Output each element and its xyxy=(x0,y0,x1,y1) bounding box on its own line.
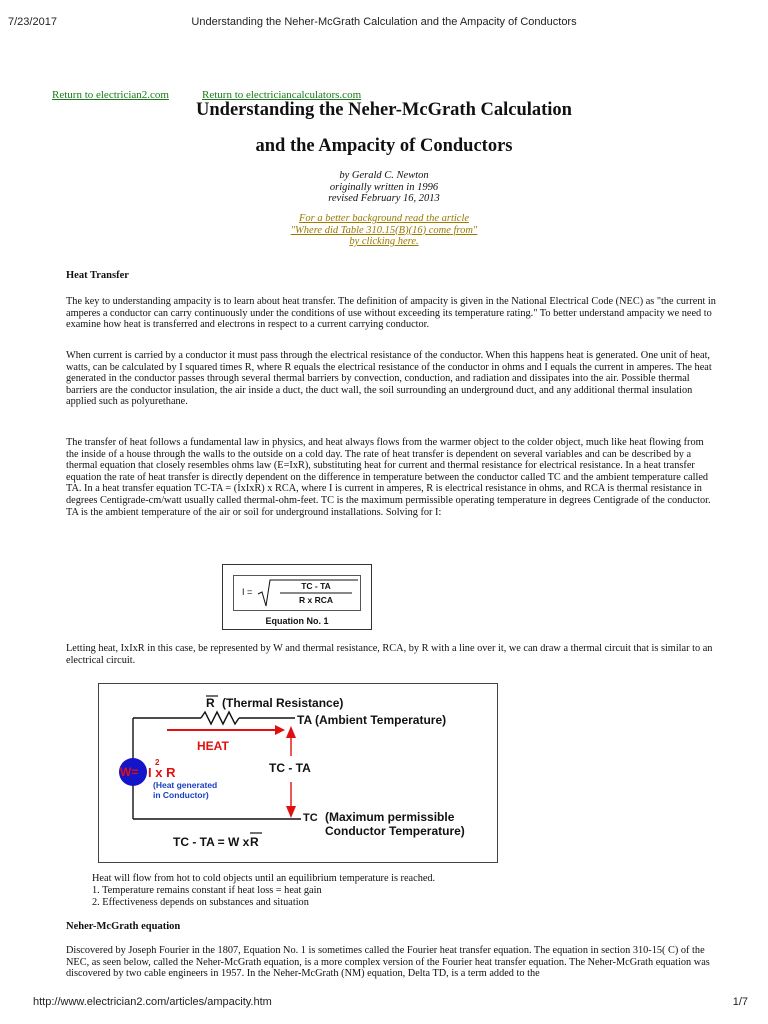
i2r-label: I x R xyxy=(148,765,176,780)
background-link-line1[interactable]: For a better background read the article xyxy=(298,213,470,224)
r-label: R xyxy=(206,696,215,710)
print-url: http://www.electrician2.com/articles/ampacity.htm xyxy=(33,996,272,1008)
equation-formula xyxy=(233,575,361,611)
byline-author: by Gerald C. Newton xyxy=(339,170,429,181)
byline-written: originally written in 1996 xyxy=(329,181,439,193)
background-link-line3[interactable]: by clicking here. xyxy=(349,236,419,247)
equation-denominator: R x RCA xyxy=(298,595,333,605)
i2r-exponent: 2 xyxy=(155,758,160,767)
up-arrow-head xyxy=(286,726,296,738)
heat-arrow-head xyxy=(275,725,285,735)
paragraph-3: The transfer of heat follows a fundamental law in physics, and heat always flows from the warmer object to the colder object, much like heat flowing from the inside of a house through the walls to the outside on a cold day. The rate of heat transfer is dependent on several variables and can be described by a thermal equation that closely resembles ohms law (E=IxR), substituting heat for current and thermal resistance for electrical resistance. In a heat transfer equation the rate of heat transfer is directly dependent on the difference in temperature between the conductor called TC and the ambient temperature called TA. In a heat transfer equation TC-TA = (IxIxR) x RCA, where I is current in amperes, R is electrical resistance in ohms, and RCA is thermal resistance in degrees Centigrade-cm/watt usually called thermal-ohm-feet. TC is the maximum permissible operating temperature in degrees Centigrade of the conductor. TA is the ambient temperature of the air or soil for underground installations. Solving for I: xyxy=(66,437,711,518)
w-label: W= xyxy=(120,765,139,779)
max-temp-line1: (Maximum permissible xyxy=(325,810,455,824)
tc-ta-label: TC - TA xyxy=(269,761,311,775)
equation-lhs: I = xyxy=(242,587,253,597)
down-arrow-head xyxy=(286,806,296,818)
paragraph-4: Letting heat, IxIxR in this case, be represented by W and thermal resistance, RCA, by R with a line over it, we can draw a thermal circuit that is similar to an electrical circuit. xyxy=(66,643,713,666)
equation-label: Equation No. 1 xyxy=(265,616,329,626)
heat-generated-line1: (Heat generated xyxy=(153,780,218,790)
neher-mcgrath-heading: Neher-McGrath equation xyxy=(66,921,181,932)
background-link-line2[interactable]: "Where did Table 310.15(B)(16) come from" xyxy=(290,224,478,236)
heat-label: HEAT xyxy=(197,739,229,753)
formula-label: TC - TA = W x xyxy=(173,835,250,849)
paragraph-5: Heat will flow from hot to cold objects until an equilibrium temperature is reached. xyxy=(92,873,436,884)
thermal-circuit-diagram xyxy=(98,683,498,863)
ta-label: TA xyxy=(297,713,313,727)
paragraph-2: When current is carried by a conductor it must pass through the electrical resistance of the conductor. When this happens heat is generated. One unit of heat, watts, can be calculated by I squared times R, where R equals the electrical resistance of the conductor in ohms and I equals the current in amperes. The heat generated in the conductor passes through several thermal barriers by convection, conduction, and radiation and dissipates into the air. Possible thermal barriers are the conductor insulation, the air inside a duct, the duct wall, the soil surrounding an underground duct, and any additional thermal insulation applied such as polyurethane. xyxy=(66,350,712,408)
resistor-icon xyxy=(201,712,239,724)
equation-box xyxy=(222,564,372,630)
paragraph-6: Discovered by Joseph Fourier in the 1807, Equation No. 1 is sometimes called the Fourier heat transfer equation. The equation in section 310-15( C) of the NEC, as seen below, called the Neher-McGrath equation, is a more complex version of the Fourier heat transfer equation. The Neher-McGrath equation was discovered by two cable engineers in 1957. In the Neher-McGrath (NM) equation, Delta TD, is a term added to the xyxy=(66,945,710,980)
print-date: 7/23/2017 xyxy=(8,16,57,28)
formula-r: R xyxy=(250,835,259,849)
print-page-title: Understanding the Neher-McGrath Calculation and the Ampacity of Conductors xyxy=(191,16,577,28)
equation-numerator: TC - TA xyxy=(301,581,331,591)
byline-revised: revised February 16, 2013 xyxy=(328,193,440,204)
page-title-line1: Understanding the Neher-McGrath Calculation xyxy=(196,100,572,120)
ambient-label: (Ambient Temperature) xyxy=(315,713,447,727)
byline xyxy=(0,170,768,205)
paragraph-1: The key to understanding ampacity is to learn about heat transfer. The definition of ampacity is given in the National Electrical Code (NEC) as "the current in amperes a conductor can carry continuously under the conditions of use without exceeding its temperature rating." To better understand ampacity we need to examine how heat is transferred and electrons in respect to a current carrying conductor. xyxy=(66,296,716,331)
tc-label: TC xyxy=(303,812,318,824)
list-item-2: 2. Effectiveness depends on substances and situation xyxy=(92,897,309,908)
print-page-number: 1/7 xyxy=(732,996,748,1008)
list-item-1: 1. Temperature remains constant if heat loss = heat gain xyxy=(92,885,322,896)
heat-transfer-heading: Heat Transfer xyxy=(66,270,129,281)
thermal-resistance-label: (Thermal Resistance) xyxy=(222,696,344,710)
page-title-line2: and the Ampacity of Conductors xyxy=(255,136,513,156)
heat-generated-line2: in Conductor) xyxy=(153,790,209,800)
max-temp-line2: Conductor Temperature) xyxy=(325,824,465,838)
return-electrician2-link[interactable]: Return to electrician2.com xyxy=(52,89,169,101)
return-electriciancalculators-link[interactable]: Return to electriciancalculators.com xyxy=(202,89,362,101)
background-article-link[interactable] xyxy=(0,213,768,248)
